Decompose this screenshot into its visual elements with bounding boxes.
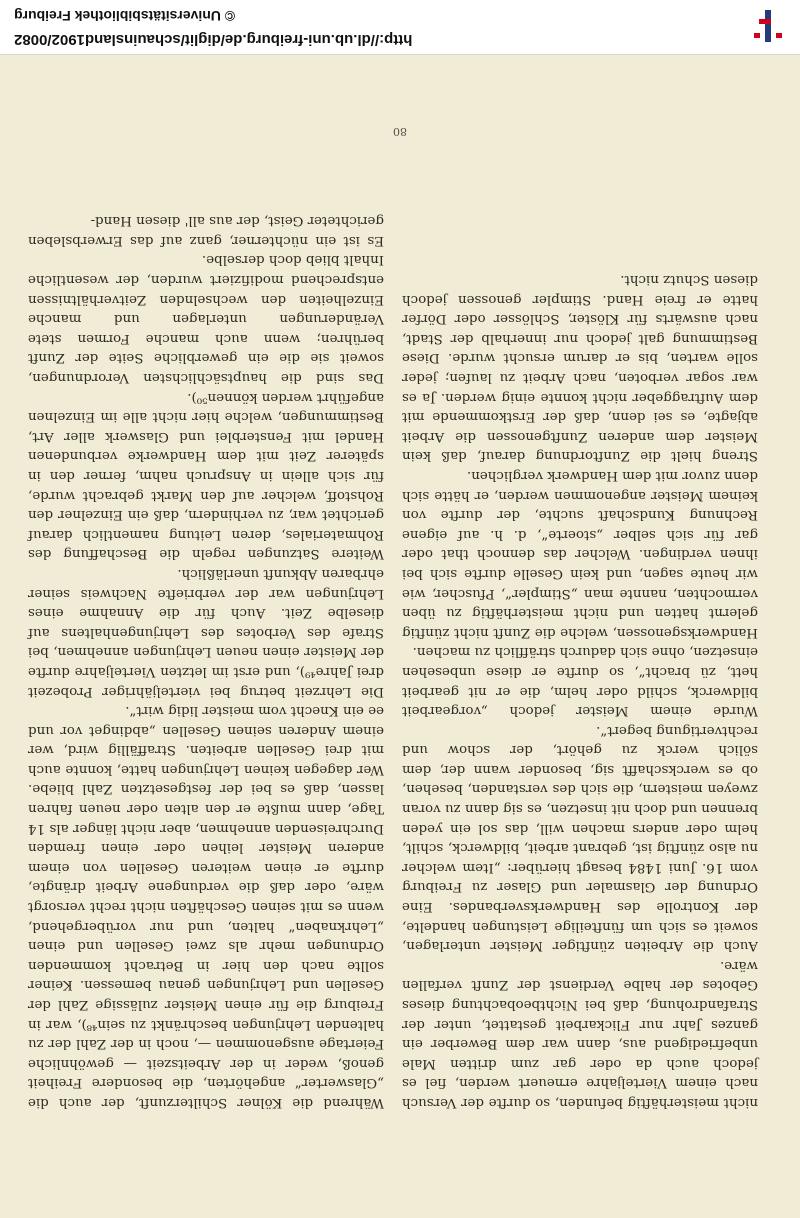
- ub-freiburg-logo-icon: [748, 6, 788, 46]
- paragraph: Wurde einem Meister jedoch „vorgearbeit bildwerck, schild oder helm, die er nit gearbeit hett, zü bracht“, so durfte er diese unbesehen einsetzen, ohne sich dadurch sträfflich zu machen.: [402, 644, 758, 719]
- page-number: 80: [393, 125, 407, 138]
- paragraph: Das sind die hauptsächlichsten Verordnungen, soweit sie die ein gewerbliche Seite der Zunft berühren; wenn auch manche Formen stete Veränderungen unterlagen und manche Einzelheiten den wechselnden Zeitverhältnissen entsprechend modifiziert wurden, der wesentliche Inhalt blieb doch derselbe.: [28, 252, 384, 386]
- paragraph: nicht meisterhäftig befunden, so durfte der Versuch nach einem Vierteljahre erneuert werden, fiel es jedoch auch da oder gar zum dritten Male unbefriedigend aus, dann war dem Bewerber ein ganzes Jahr nur Flickarbeit gestattet, unter der Strafandrohung, daß bei Nichtbeobachtung dieses Gebotes der halbe Verdienst der Zunft verfallen wäre.: [402, 957, 758, 1110]
- paragraph: Die Lehrzeit betrug bei vierteljähriger Probezeit drei Jahre⁴⁹), und erst im letzten Vierteljahre durfte der Meister einen neuen Lehrjungen annehmen, bei Strafe des Verbotes des Lehrjungenhaltens auf dieselbe Zeit. Auch für die Annahme eines Lehrjungen war der verbriefte Nachweis seiner ehrbaren Abkunft unerläßlich.: [28, 565, 384, 699]
- paragraph: Weitere Satzungen regeln die Beschaffung des Rohmateriales, deren Leitung namentlich darauf gerichtet war, zu verhindern, daß ein Einzelner den Rohstoff, welcher auf den Markt gebracht wurde, für sich allein in Anspruch nahm, ferner den in späterer Zeit mit dem Handwerke verbundenen Handel mit Fensterblei und Glaswerk aller Art, Bestimmungen, welche hier nicht alle im Einzelnen angeführt werden können⁵⁰).: [28, 389, 384, 562]
- paragraph: Handwerksgenossen, welche die Zunft nicht zünftig gelernt hatten und nicht meisterhäftig zu üben vermochten, nannte man „Stimpler“, Pfuscher, wie wir heute sagen, und kein Geselle durfte sich bei ihnen verdingen. Welcher das dennoch that oder gar für sich selber „stoerte“, d. h. auf eigene Rechnung Kundschaft suchte, der durfte von keinem Meister angenommen werden, er hätte sich denn zuvor mit dem Handwerk verglichen.: [402, 468, 758, 640]
- footer-bar: [0, 0, 800, 55]
- paragraph: Streng hielt die Zunftordnung darauf, daß kein Meister dem anderen Zunftgenossen die Arbeit abjagte, es sei denn, daß der Erstkommende mit dem Auftraggeber nicht konnte einig werden. Ja es war sogar verboten, nach Arbeit zu laufen; jeder solle warten, bis er darum ersucht wurde. Diese Bestimmung galt jedoch nur innerhalb der Stadt, nach auswärts für Klöster, Schlösser oder Dörfer hatte er freie Hand. Stimpler genossen jedoch diesen Schutz nicht.: [402, 272, 758, 464]
- document-url[interactable]: http://dl.ub.uni-freiburg.de/diglit/schauinsland1902/0082: [14, 31, 413, 48]
- paragraph: Auch die Arbeiten zünftiger Meister unterlagen, soweit es sich um fünfteilige Leistungen handelte, der Kontrolle des Handwerksverbandes. Eine Ordnung der Glasmaler und Glaser zu Freiburg vom 16. Juni 1484 besagt hierüber: „Item welcher nu also zünftig ist, gebrant arbeit, bildwerck, schilt, helm oder anders machen will, das sol ein yeden brennen und doch nit insetzen, es sig dann zu voran zweyen meistern, die sich des verstanden, besehen, ob es werckschafft sig, besonder wann der, dem sölich werck zu gehört, der schow und rechtvertigung begert“.: [402, 722, 758, 954]
- paragraph: Während die Kölner Schilterzunft, der auch die „Glaswerter“ angehörten, die besondere Freiheit genoß, weder in der Arbeitszeit — gewöhnliche Feiertage ausgenommen —, noch in der Zahl der zu haltenden Lehrjungen beschränkt zu sein⁴⁸), war in Freiburg die für einen Meister zulässige Zahl der Gesellen und Lehrjungen genau bemessen. Keiner sollte nach den hier in Betracht kommenden Ordnungen mehr als zwei Gesellen und einen „Lehrknaben“ halten, und nur vorübergehend, wenn es mit seinen Geschäften nicht recht versorgt wäre, oder daß die verdungene Arbeit drängte, durfte er einen weiteren Gesellen von einem anderen Meister leihen oder einen fremden Durchreisenden annehmen, aber nicht länger als 14 Tage, dann mußte er den alten oder neuen fahren lassen, daß es bei der festgesetzten Zahl bliebe. Wer dagegen keinen Lehrjungen hatte, konnte auch mit drei Gesellen arbeiten. Straffällig wird, wer einem Anderen seinen Gesellen „abdinget vor und ee ein Knecht vom meister lidig wirt“.: [28, 703, 384, 1110]
- scanned-page: [0, 55, 800, 1218]
- text-column-left: [402, 269, 758, 1112]
- text-column-right: [28, 211, 384, 1112]
- copyright-notice: © Universitätsbibliothek Freiburg: [14, 8, 236, 24]
- paragraph: Es ist ein nüchterner, ganz auf das Erwerbsleben gerichteter Geist, der aus all' diesen Hand-: [28, 213, 384, 248]
